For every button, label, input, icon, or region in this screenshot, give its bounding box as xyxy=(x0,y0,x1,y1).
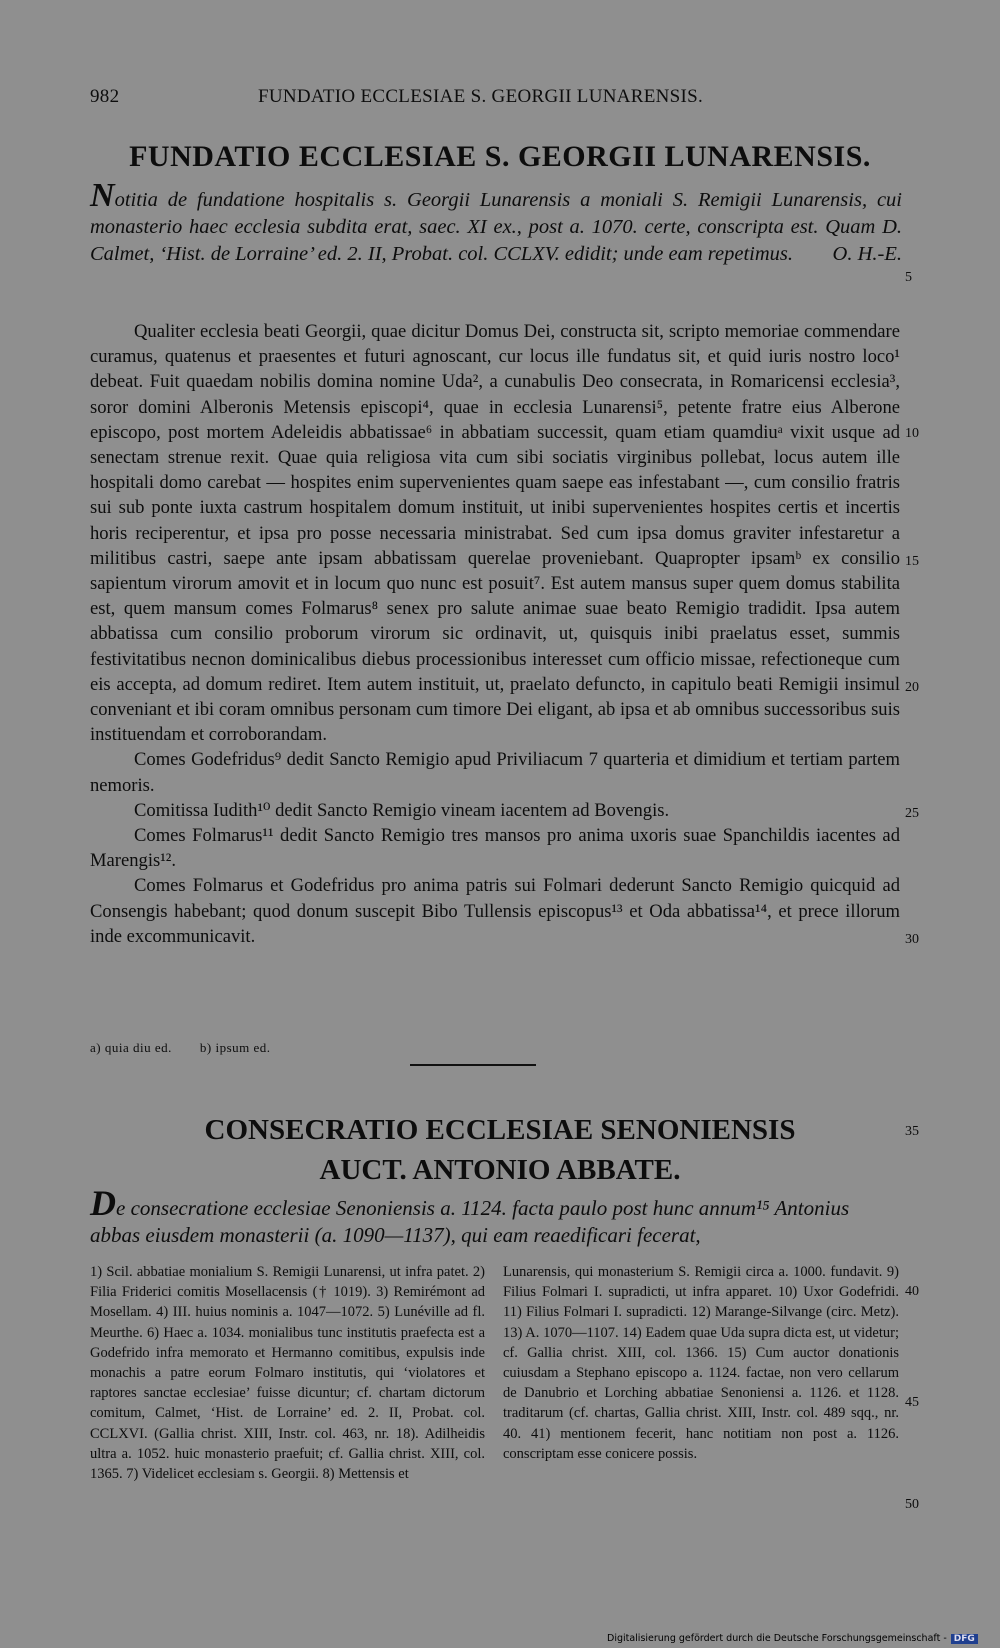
editor-signature: O. H.-E. xyxy=(832,243,902,265)
line-number: 20 xyxy=(905,680,919,695)
editorial-intro-2 xyxy=(90,1183,900,1249)
footnote-text: 1) Scil. abbatiae monialium S. Remigii Lunarensi, ut infra patet. 2) Filia Friderici comitis Mosellacensis († 1019). 3) Remirémont ad Mosellam. 4) III. huius nominis a. 1047—1072. 5) Lunéville ad fl. Meurthe. 6) Haec a. 1034. monialibus tunc institutis praefecta est a Godefrido infra memorato et Hermanno comitibus, expulsis inde monachis a patre eorum Folmaro institutis, qui ‘violatores et raptores sanctae ecclesiae’ fuisse dicuntur; cf. chartam dictorum comitum, Calmet, ‘Hist. de Lorraine’ ed. 2. II, Probat. col. CCLXVI. (Gallia christ. XIII, Instr. col. 463, nr. 18). Adilheidis ultra a. 1052. huic monasterio praefuit; cf. Gallia christ. XIII, col. 1365. 7) Videlicet ecclesiam s. Georgii. 8) Mettensis et xyxy=(90,1264,485,1483)
credit-text: Digitalisierung gefördert durch die Deutsche Forschungsgemeinschaft - xyxy=(607,1633,947,1644)
line-number: 40 xyxy=(905,1284,919,1299)
footnotes-left-column xyxy=(90,1262,485,1484)
critical-apparatus xyxy=(90,1040,271,1056)
section-title-2 xyxy=(0,1110,1000,1190)
line-number: 10 xyxy=(905,426,919,441)
body-paragraph: Comes Folmarus¹¹ dedit Sancto Remigio tres mansos pro anima uxoris suae Spanchildis iacentes ad Marengis¹². xyxy=(90,825,900,872)
line-number: 50 xyxy=(905,1497,919,1512)
line-number: 15 xyxy=(905,554,919,569)
footnote-text: Lunarensis, qui monasterium S. Remigii circa a. 1000. fundavit. 9) Filius Folmari I. supradicti, ut infra apparet. 10) Uxor Godefridi. 11) Filius Folmari I. supradicti. 12) Marange-Silvange (circ. Metz). 13) A. 1070—1107. 14) Eadem quae Uda supra dicta est, ut videtur; cf. Gallia christ. XIII, col. 1366. 15) Cum auctor donationis cuiusdam a Stephano episcopo a. 1124. factae, non vero cellarum de Danubrio et Lorching abbatiae Senoniensi a. 1126. et 1128. traditarum (cf. chartas, Gallia christ. XIII, Instr. col. 489 sqq., nr. 40. 41) mentionem fecerit, hanc notitiam non post a. 1126. conscriptam esse conicere possis. xyxy=(503,1264,899,1462)
dfg-logo: DFG xyxy=(951,1634,978,1644)
section-title-line: CONSECRATIO ECCLESIAE SENONIENSIS xyxy=(204,1114,796,1146)
line-number: 5 xyxy=(905,270,912,285)
line-number: 25 xyxy=(905,806,919,821)
section-divider xyxy=(410,1064,536,1066)
page-number: 982 xyxy=(90,86,120,107)
section-title-line: AUCT. ANTONIO ABBATE. xyxy=(319,1154,681,1186)
editorial-intro xyxy=(90,177,902,268)
drop-initial: D xyxy=(90,1183,116,1223)
running-title: FUNDATIO ECCLESIAE S. GEORGII LUNARENSIS. xyxy=(258,86,704,107)
apparatus-note: b) ipsum ed. xyxy=(199,1040,271,1055)
drop-initial: N xyxy=(90,177,115,214)
digitization-credit xyxy=(607,1633,978,1644)
body-paragraph: Comes Godefridus⁹ dedit Sancto Remigio apud Priviliacum 7 quarteria et dimidium et tertiam partem nemoris. xyxy=(90,749,900,796)
intro-text: otitia de fundatione hospitalis s. Georgii Lunarensis a moniali S. Remigii Lunarensis, cui monasterio haec ecclesia subdita erat, saec. XI ex., post a. 1070. certe, conscripta est. Quam D. Calmet, ‘Hist. de Lorraine’ ed. 2. II, Probat. col. CCLXV. edidit; unde eam repetimus. xyxy=(90,189,902,265)
line-number: 35 xyxy=(905,1124,919,1139)
body-paragraph: Comes Folmarus et Godefridus pro anima patris sui Folmari dederunt Sancto Remigio quicquid ad Consengis habebant; quod donum suscepit Bibo Tullensis episcopus¹³ et Oda abbatissa¹⁴, et prece illorum inde excommunicavit. xyxy=(90,875,900,947)
intro-text: e consecratione ecclesiae Senoniensis a. 1124. facta paulo post hunc annum¹⁵ Antonius abbas eiusdem monasterii (a. 1090—1137), qui eam reaedificari fecerat, xyxy=(90,1196,850,1247)
footnotes-right-column xyxy=(503,1262,899,1464)
body-paragraph: Comitissa Iudith¹⁰ dedit Sancto Remigio vineam iacentem ad Bovengis. xyxy=(134,799,670,821)
apparatus-note: a) quia diu ed. xyxy=(90,1040,172,1055)
body-paragraph: Qualiter ecclesia beati Georgii, quae dicitur Domus Dei, constructa sit, scripto memoriae commendare curamus, quatenus et praesentes et futuri agnoscant, cur locus ille fundatus sit, et quid iuris nostro loco¹ debeat. Fuit quaedam nobilis domina nomine Uda², a cunabulis Deo consecrata, in Romaricensi ecclesia³, soror domini Alberonis Metensis episcopi⁴, quae in ecclesia Lunarensi⁵, petente fratre eius Alberone episcopo, post mortem Adeleidis abbatissae⁶ in abbatiam successit, quam etiam quamdiuᵃ vixit usque ad senectam strenue rexit. Quae quia religiosa vita cum sibi sociatis virginibus pollebat, locus autem ille hospitali domo carebat — hospites enim supervenientes quam saepe eas infestabant —, cum consilio fratris sui sub ponte iuxta castrum hospitalem domum instituit, ut inibi supervenientes hospites certis et incertis horis reciperentur, et ipsa pro posse necessaria ministrabat. Sed cum ipsa domus graviter infestaretur a militibus castri, saepe ante ipsam abbatissam querelae proveniebant. Quapropter ipsamᵇ ex consilio sapientum virorum amovit et in locum quo nunc est posuit⁷. Est autem mansus super quem domus stabilita est, quem mansum comes Folmarus⁸ senex pro salute animae suae beato Remigio tradidit. Ipsa autem abbatissa cum consilio proborum virorum sic ordinavit, ut, quisquis inibi praelatus esset, summis festivitatibus necnon dominicalibus diebus processionibus interesset cum officio missae, refectioneque cum eis accepta, ad domum rediret. Item autem instituit, ut, praelato defuncto, in capitulo beati Remigii insimul conveniant et ibi coram omnibus personam cum timore Dei eligant, ab ipsa et ab omnibus successoribus suis instituendam et corroborandam. xyxy=(90,321,900,746)
line-number: 45 xyxy=(905,1395,919,1410)
line-number: 30 xyxy=(905,932,919,947)
document-body xyxy=(90,319,900,949)
section-title: FUNDATIO ECCLESIAE S. GEORGII LUNARENSIS. xyxy=(129,140,871,173)
